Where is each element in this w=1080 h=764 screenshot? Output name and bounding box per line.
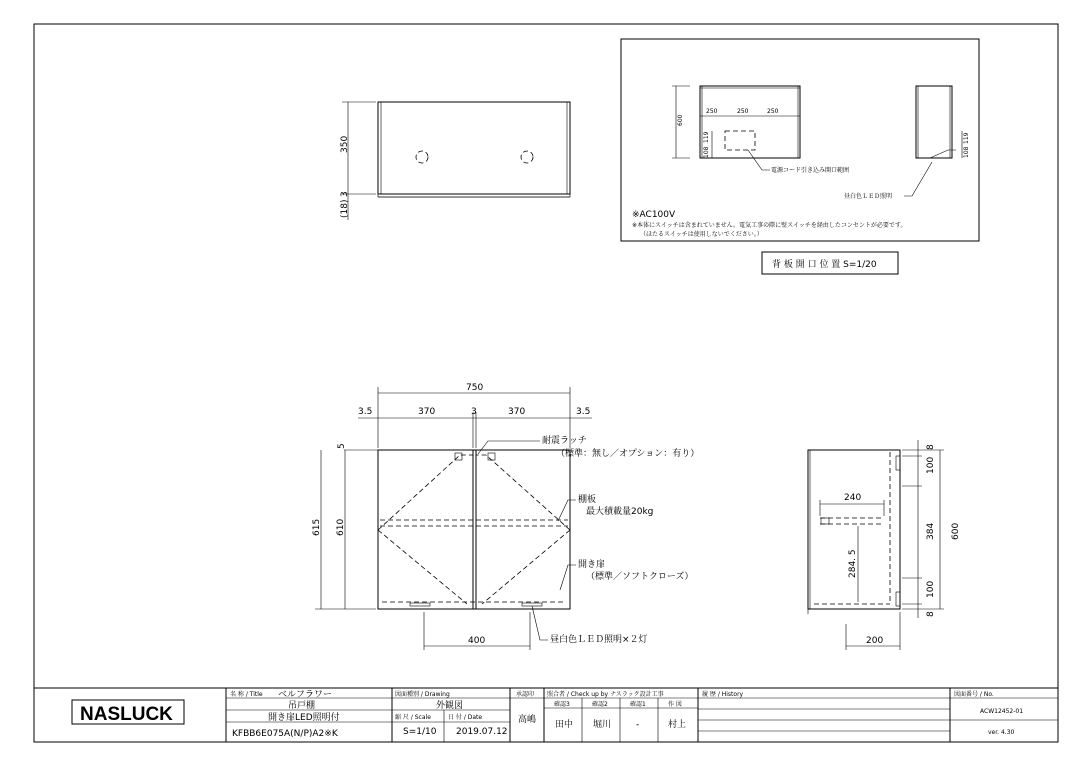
callout-led: 昼白色ＬＥＤ照明×２灯 xyxy=(550,635,648,645)
product-series: ベルフラワー xyxy=(278,690,333,700)
side-dim-100-bottom: 100 xyxy=(926,580,936,598)
date-header: 日 付 / Date xyxy=(448,714,483,721)
side-dim-8-top: 8 xyxy=(926,444,936,450)
bp-dim-600: 600 xyxy=(677,114,684,126)
scale-value: S=1/10 xyxy=(403,727,437,737)
front-dim-610: 610 xyxy=(336,518,346,536)
drawing-version: ver. 4.30 xyxy=(988,729,1015,736)
callout-shelf-sub: 最大積載量20kg xyxy=(586,507,654,517)
back-panel-caption: 背 板 開 口 位 置 S=1/20 xyxy=(772,260,877,270)
front-view xyxy=(312,383,699,650)
drawing-number: ACW12452-01 xyxy=(980,708,1024,715)
back-panel-view xyxy=(621,39,979,241)
sheet-frame xyxy=(34,24,1058,742)
bp-note-switch: ※本体にスイッチは含まれていません。電気工事の際に壁スイッチを経由したコンセントが必要です。 xyxy=(632,222,907,229)
front-dim-3-5-left: 3.5 xyxy=(358,407,373,417)
bp-note-ac: ※AC100V xyxy=(632,210,676,220)
front-dim-3-5-right: 3.5 xyxy=(576,407,591,417)
side-dim-8-bottom: 8 xyxy=(926,611,936,617)
side-dim-384: 384 xyxy=(926,522,936,540)
bp-side-dim-108: 108 xyxy=(963,146,970,158)
scale-header: 縮 尺 / Scale xyxy=(395,714,431,721)
bp-dim-250-a: 250 xyxy=(706,108,718,115)
front-dim-400: 400 xyxy=(468,636,486,646)
check-3-value: - xyxy=(636,720,640,730)
top-dim-18: (18) xyxy=(340,199,350,218)
product-name-1: 吊戸棚 xyxy=(288,701,316,711)
check-4-header: 作 図 xyxy=(668,701,682,708)
bp-side-dim-119: 119 xyxy=(963,132,970,144)
top-view xyxy=(340,102,570,220)
check-2-value: 堀川 xyxy=(593,720,612,730)
check-header: 照合者 / Check up by ナスラック設計工事 xyxy=(547,691,664,698)
bp-dim-108: 108 xyxy=(703,146,710,158)
drawing-number-header: 図面番号 / No. xyxy=(954,691,994,698)
bp-label-led: 昼白色ＬＥＤ照明 xyxy=(844,193,893,200)
check-2-header: 確認2 xyxy=(592,701,608,708)
logo: NASLUCK xyxy=(80,704,173,725)
check-4-value: 村上 xyxy=(668,720,687,730)
side-dim-100-top: 100 xyxy=(926,456,936,474)
approval-header: 承認印 xyxy=(516,691,535,698)
callout-door: 開き扉 xyxy=(578,560,606,570)
drawing-type-header: 図面種別 / Drawing xyxy=(395,691,450,698)
callout-latch-sub: （標準：無し／オプション：有り） xyxy=(556,449,700,459)
side-dim-240: 240 xyxy=(844,493,862,503)
top-dim-3: 3 xyxy=(340,191,350,197)
callout-door-sub: （標準／ソフトクローズ） xyxy=(586,572,694,582)
bp-dim-250-c: 250 xyxy=(767,108,779,115)
front-dim-5: 5 xyxy=(337,443,347,449)
callout-latch: 耐震ラッチ xyxy=(542,436,587,446)
check-1-header: 確認3 xyxy=(554,701,570,708)
callout-shelf: 棚板 xyxy=(578,495,597,505)
front-dim-750: 750 xyxy=(466,383,484,393)
front-dim-370-right: 370 xyxy=(508,407,526,417)
bp-label-cord: 電源コード引き込み開口範囲 xyxy=(771,167,850,174)
side-view xyxy=(808,440,961,650)
check-1-value: 田中 xyxy=(555,720,574,730)
bp-note-firefly: （ほたるスイッチは使用しないでください。） xyxy=(640,231,763,238)
product-model: KFBB6E075A(N/P)A2※K xyxy=(232,729,338,739)
side-dim-600: 600 xyxy=(951,522,961,540)
product-name-2: 開き扉LED照明付 xyxy=(268,713,340,723)
history-header: 履 歴 / History xyxy=(702,691,744,698)
top-dim-350: 350 xyxy=(340,135,350,153)
title-header: 名 称 / Title xyxy=(230,691,263,698)
approval-value: 高嶋 xyxy=(518,715,537,725)
side-dim-284-5: 284. 5 xyxy=(848,549,858,578)
check-3-header: 確認1 xyxy=(630,701,646,708)
bp-dim-119: 119 xyxy=(703,131,710,143)
drawing-type: 外観図 xyxy=(436,701,464,711)
bp-dim-250-b: 250 xyxy=(737,108,749,115)
front-dim-615: 615 xyxy=(312,518,322,536)
front-dim-3: 3 xyxy=(471,407,477,417)
date-value: 2019.07.12 xyxy=(456,727,508,737)
side-dim-200: 200 xyxy=(866,636,884,646)
title-block xyxy=(34,688,1058,742)
front-dim-370-left: 370 xyxy=(418,407,436,417)
